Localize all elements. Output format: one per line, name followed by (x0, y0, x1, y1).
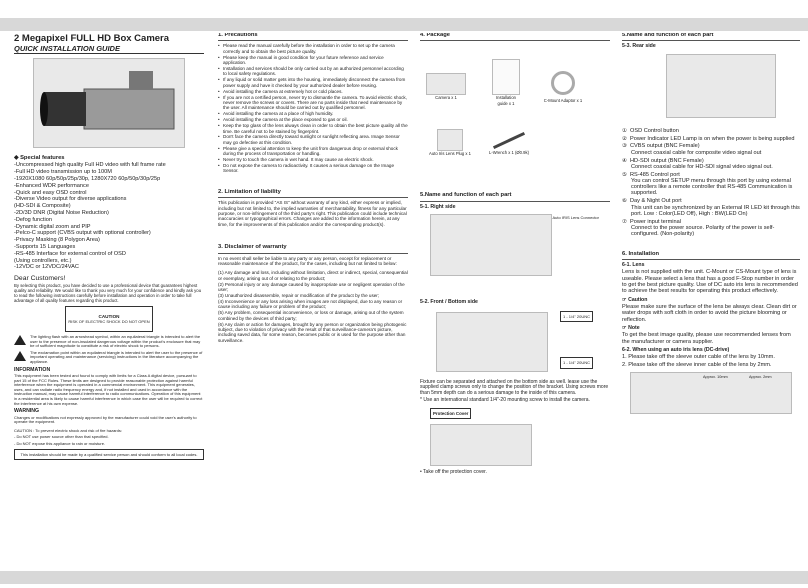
features-heading: ◆ Special features (14, 155, 65, 161)
info-heading: INFORMATION (14, 366, 51, 373)
warranty-item: (3) Unauthorized disassemble, repair or modification of the product by the user; (218, 293, 380, 299)
rear-item-desc: This unit can be synchronized by an External IR LED kit through this port. Low : Color(LED Off), High : BW(LED On) (631, 204, 800, 217)
package-item-wrench (486, 129, 532, 155)
rear-item (622, 198, 800, 217)
wrench-icon (493, 132, 525, 149)
feature-item: -RS-485 Interface for external control of OSD (14, 250, 126, 257)
package-label: Camera x 1 (435, 95, 457, 101)
caution-label: CAUTION (98, 313, 120, 319)
precaution-item: • Avoid installing the camera at the place exposed to gas or oil. (218, 117, 408, 122)
column-1 (14, 33, 204, 570)
rear-item-title: HD-SDI output (BNC Female) (630, 157, 704, 164)
precaution-item: • Do not expose the camera to radioactivity. It causes a serious damage on the Image Sensor. (218, 163, 408, 174)
rear-image (666, 54, 776, 118)
side-sub: 5-1. Right side (420, 203, 456, 210)
precautions-list (218, 43, 408, 173)
page-title: 2 Megapixel FULL HD Box Camera (14, 33, 170, 44)
lens-cable-image (630, 372, 792, 414)
package-item-adaptor (538, 71, 588, 103)
precaution-item: • Avoid installing the camera at extremely hot or cold places. (218, 89, 408, 94)
front-sub: 5-2. Front / Bottom side (420, 299, 478, 306)
adaptor-ring-icon (551, 71, 575, 95)
rear-item-title: Power Indicator LED Lamp is on when the power is being supplied (630, 135, 795, 142)
top-band (0, 18, 808, 31)
feature-item: (HD-SDI & Composite) (14, 203, 71, 210)
rear-item-title: Power input terminal (630, 218, 682, 225)
feature-item: -Quick and easy OSD control (14, 189, 87, 196)
camera-illustration (34, 59, 184, 147)
feature-item: -Dynamic digital zoom and PIP (14, 223, 91, 230)
feature-item: -12VDC or 12VDC/24VAC (14, 264, 79, 271)
rear-item-desc: Connect to the power source. Polarity of the power is self-configured. (Non-polarity) (631, 224, 775, 238)
bottom-band (0, 571, 808, 584)
rear-item (622, 158, 800, 171)
right-side-image (430, 214, 599, 276)
lightning-warning-icon (14, 335, 26, 345)
rear-item-number: ⑦ (622, 218, 628, 225)
precaution-item: • Please read the manual carefully before the installation in order to set up the camera correctly and to obtain the best picture quality. (218, 43, 408, 54)
package-label: Installation guide x 1 (495, 95, 517, 106)
rear-item (622, 128, 800, 134)
rear-sub: 5-3. Rear side (622, 43, 656, 50)
warranty-intro: In no event shall seller be liable to any party or any person, except for replacement or reasonable maintenance of the product, for the cases, including but not limited to below: (218, 255, 397, 266)
feature-item: -2D/3D DNR (Digital Noise Reduction) (14, 209, 109, 216)
guide-thumb (492, 59, 520, 95)
rear-item-title: OSD Control button (630, 127, 679, 134)
precaution-item: • Installation and services should be only carried out by an authorized personnel according to local safety regulations. (218, 66, 408, 77)
package-heading: 4. Package (420, 33, 610, 41)
feature-item: -Pelco-C support (CVBS output with optional controller) (14, 230, 151, 237)
caution-text: RISK OF ELECTRIC SHOCK DO NOT OPEN (68, 319, 150, 325)
feature-item: -Diverse Video output for diverse applications (14, 196, 127, 203)
warranty-item: (6) Any claim or action for damages, brought by any person or organization being photogenic subject, due to violation of privacy with the result of that surveillance-camera's picture, including saved data, for some reason, becomes public or is used for the purpose other than surveillance. (218, 321, 407, 343)
package-grid (420, 43, 610, 173)
rear-item-number: ② (622, 135, 628, 142)
front-note: * Use an international standard 1/4"-20 mounting screw to install the camera. (420, 397, 590, 404)
camera-image (33, 58, 185, 148)
rear-heading: 5.Name and function of each part (622, 33, 800, 41)
package-item-guide (492, 59, 520, 106)
rear-list (622, 128, 800, 238)
lens-sub: 6-1. Lens (622, 261, 645, 268)
step-1: 1. Please take off the sleeve outer cable of the lens by 10mm. (622, 354, 775, 361)
note-text: To get the best image quality, please use recommended lenses from the manufacturer or camera supplier. (622, 332, 791, 345)
info-text: This equipment has been tested and found to comply with limits for a Class A digital device, pursuant to part 15 of the FCC Rules. These limits are designed to provide reasonable protection against harmful interference when the equipment is operated in a commercial environment. This equipment generates, uses, and can radiate radio frequency energy and, if not installed and used in accordance with the instruction manual, may cause harmful interference to radio communications. Operation of this equipment in a residential area is likely to cause harmful interference in which case the user will be required to correct the interference at his own expense. (14, 373, 203, 406)
package-label: L-Wrench x 1 (Ø0.9k) (489, 150, 529, 156)
feature-item: -Defog function (14, 216, 52, 223)
caution-fire: CAUTION : To prevent electric shock and risk of fire hazards: (14, 427, 122, 433)
dont-2: - Do NOT expose this appliance to rain or moisture. (14, 440, 106, 446)
precaution-item: • Please keep the manual in good condition for your future reference and service application. (218, 55, 408, 66)
approx-2mm: Approx. 2mm (749, 374, 772, 379)
warning-heading: WARNING (14, 408, 40, 415)
screw-tag-2: 1 - 1/4" 20UNC (560, 357, 593, 368)
protection-cover-label: Protection Cover (430, 408, 471, 419)
feature-item: -Supports 15 Languages (14, 243, 76, 250)
warranty-item: (1) Any damage and loss, including without limitation, direct or indirect, special, consequential or exemplary, arising out of or relating to the product; (218, 270, 408, 281)
page-subtitle: QUICK INSTALLATION GUIDE (14, 44, 204, 54)
screw-tag-1: 1 - 1/4" 20UNC (560, 311, 593, 322)
lightning-row (14, 335, 204, 349)
rear-item-desc: Connect coaxial cable for composite video signal out (631, 149, 762, 156)
warranty-item: (2) Personal injury or any damage caused by inappropriate use or negligent operation of the user; (218, 281, 405, 293)
column-3 (420, 33, 610, 570)
warranty-item: (4) Inconvenience or any loss arising when images are not displayed, due to any reason or cause including any failure or problem of the product; (218, 298, 403, 310)
caution-heading: ☞ Caution (622, 296, 648, 303)
rear-item (622, 143, 800, 156)
rear-item-title: RS-485 Control port (630, 171, 680, 178)
lightning-text: The lighting flash with an arrowhead symbol, within an equilateral triangle is intended to alert the user to the presence of non-insulated dangerous voltage within the product's enclosure that may be of sufficient magnitude to constitute a risk of electric shock to persons. (30, 334, 201, 349)
warranty-heading: 3. Disclaimer of warranty (218, 245, 408, 253)
rear-item-number: ③ (622, 143, 628, 150)
feature-item: -Enhanced WDR performance (14, 182, 89, 189)
warning-text: Changes or modifications not expressly approved by the manufacturer could void the user's authority to operate the equipment. (14, 414, 197, 425)
rear-item-desc: Connect coaxial cable for HD-SDI signal video signal out. (631, 163, 773, 170)
autoiris-sub: 6-2. When using an auto iris lens (DC-drive) (622, 346, 730, 353)
precaution-item: • Avoid installing the camera at a place of high humidity. (218, 111, 408, 116)
rear-item (622, 136, 800, 142)
liability-body: This publication is provided "AS IS" without warranty of any kind, either express or implied, including but not limited to, the implied warranties of merchantability, fitness for any particular purpose, or non-infringement of the third party's right. This publication could include technical inaccuracies or typographical errors. Changes are added to the information herein, at any time, for the improvements of this publication and/or the corresponding product(s). (218, 200, 407, 227)
package-item-plug (428, 129, 472, 156)
takeoff-text: • Take off the protection cover. (420, 469, 487, 476)
liability-heading: 2. Limitation of liability (218, 190, 408, 198)
rear-item-desc: You can control SETUP menu through this port by using external controllers like a remote controller that RS-485 Communication is supported. (631, 177, 793, 197)
rear-item-title: Day & Night Out port (630, 198, 682, 205)
lens-text: Lens is not supplied with the unit. C-Mount or CS-Mount type of lens is useable. Please select a lens that has a good F-Stop number in order to get the best picture quality. Use of DC auto iris lens is recommended to achieve the best results for operating this product effectively. (622, 269, 798, 295)
rear-item-number: ⑥ (622, 198, 628, 205)
front-image (436, 312, 590, 372)
feature-item: -Uncompressed high quality Full HD video with full frame rate (14, 162, 166, 169)
warranty-list (218, 270, 408, 343)
package-item-camera (426, 73, 466, 100)
front-body: Fixture can be separated and attached on the bottom side as well. lease use the supplied clamp screws only to change the position of the bracket. Using screws more than 5mm depth can do a serious damage to the inside of this camera. (420, 378, 609, 397)
precaution-item: • If you are not a certified person, never try to dismantle the camera. To avoid electric shock, never remove the screws or covers. There are no parts inside that need maintenance by the user. All maintenance should be carried out by qualified personnel. (218, 95, 408, 111)
camera-thumb (426, 73, 466, 95)
approx-10mm: Approx. 10mm (703, 374, 728, 379)
precautions-heading: 1. Precautions (218, 33, 408, 41)
rear-item-number: ① (622, 127, 628, 134)
customers-body: By selecting this product, you have decided to use a professional device that guarantees highest quality and reliability. We would like to thank you very much for your confidence and kindly ask you to read the following instructions carefully before installation and operation in order to take full advantage of all quality features regarding this product. (14, 283, 202, 304)
warranty-item: (5) Any problem, consequential inconvenience, or loss or damage, arising out of the system combined by the devices of third party; (218, 310, 404, 321)
column-2 (218, 33, 408, 570)
package-label: Auto Iris Lens Plug x 1 (429, 151, 471, 157)
feature-item: -Full HD video transmission up to 100M (14, 169, 112, 176)
side-heading: 5.Name and function of each part (420, 193, 610, 201)
exclaim-row (14, 351, 204, 365)
plug-thumb (437, 129, 463, 151)
step-2: 2. Please take off the sleeve inner cable of the lens by 2mm. (622, 361, 772, 368)
precaution-item: • If any liquid or solid matter gets into the housing, immediately disconnect the camera from power supply and have it checked by your authorized dealer before reusing. (218, 77, 408, 88)
precaution-item: • Keep the top glass of the lens always clean in order to obtain the best picture quality all the time. Be careful not to be stained by fingerprint. (218, 123, 408, 134)
features-list (14, 162, 204, 270)
note-heading: ☞ Note (622, 324, 640, 331)
precaution-item: • Don't face the camera directly toward sunlight or sunlight reflecting area. Image Sensor may go defective at this condition. (218, 134, 408, 145)
dont-1: - Do NOT use power source other than that specified. (14, 434, 109, 440)
protection-cover-image (430, 424, 532, 466)
caution-text-install: Please make sure the surface of the lens be always clear. Clean dirt or water drops with soft cloth in order to avoid the picture blooming or reflection. (622, 303, 797, 323)
precaution-item: • Never try to touch the camera in wet hand. It may cause an electric shock. (218, 157, 408, 162)
feature-item: -Privacy Masking (8 Polygon Area) (14, 237, 100, 244)
exclamation-warning-icon (14, 351, 26, 361)
rear-item-number: ⑤ (622, 171, 628, 178)
package-label: C-Mount Adaptor x 1 (543, 98, 583, 104)
install-heading: 6. Installation (622, 252, 800, 260)
rear-item-title: CVBS output (BNC Female) (630, 143, 700, 150)
column-4 (622, 33, 800, 570)
customers-heading: Dear Customers! (14, 274, 66, 282)
footer-note: This installation should be made by a qualified service person and should conform to all local codes. (14, 449, 204, 460)
feature-item: -1920X1080 60p/50p/25p/30p, 1280X720 60p/50p/30p/25p (14, 176, 161, 182)
rear-item (622, 219, 800, 238)
caution-box (65, 306, 153, 332)
rear-item (622, 172, 800, 197)
precaution-item: • Please give a special attention to keep the unit from dangerous drop or external shock during the process of transportation or handling. (218, 146, 408, 157)
connector-label: Auto IRIS Lens Connector (552, 215, 599, 221)
feature-item: (Using controllers, etc.) (14, 257, 72, 264)
rear-item-number: ④ (622, 157, 628, 164)
exclaim-text: The exclamation point within an equilateral triangle is intended to alert the user to the presence of important operating and maintenance (servicing) instructions in the literature accompanying the appliance. (30, 349, 203, 365)
